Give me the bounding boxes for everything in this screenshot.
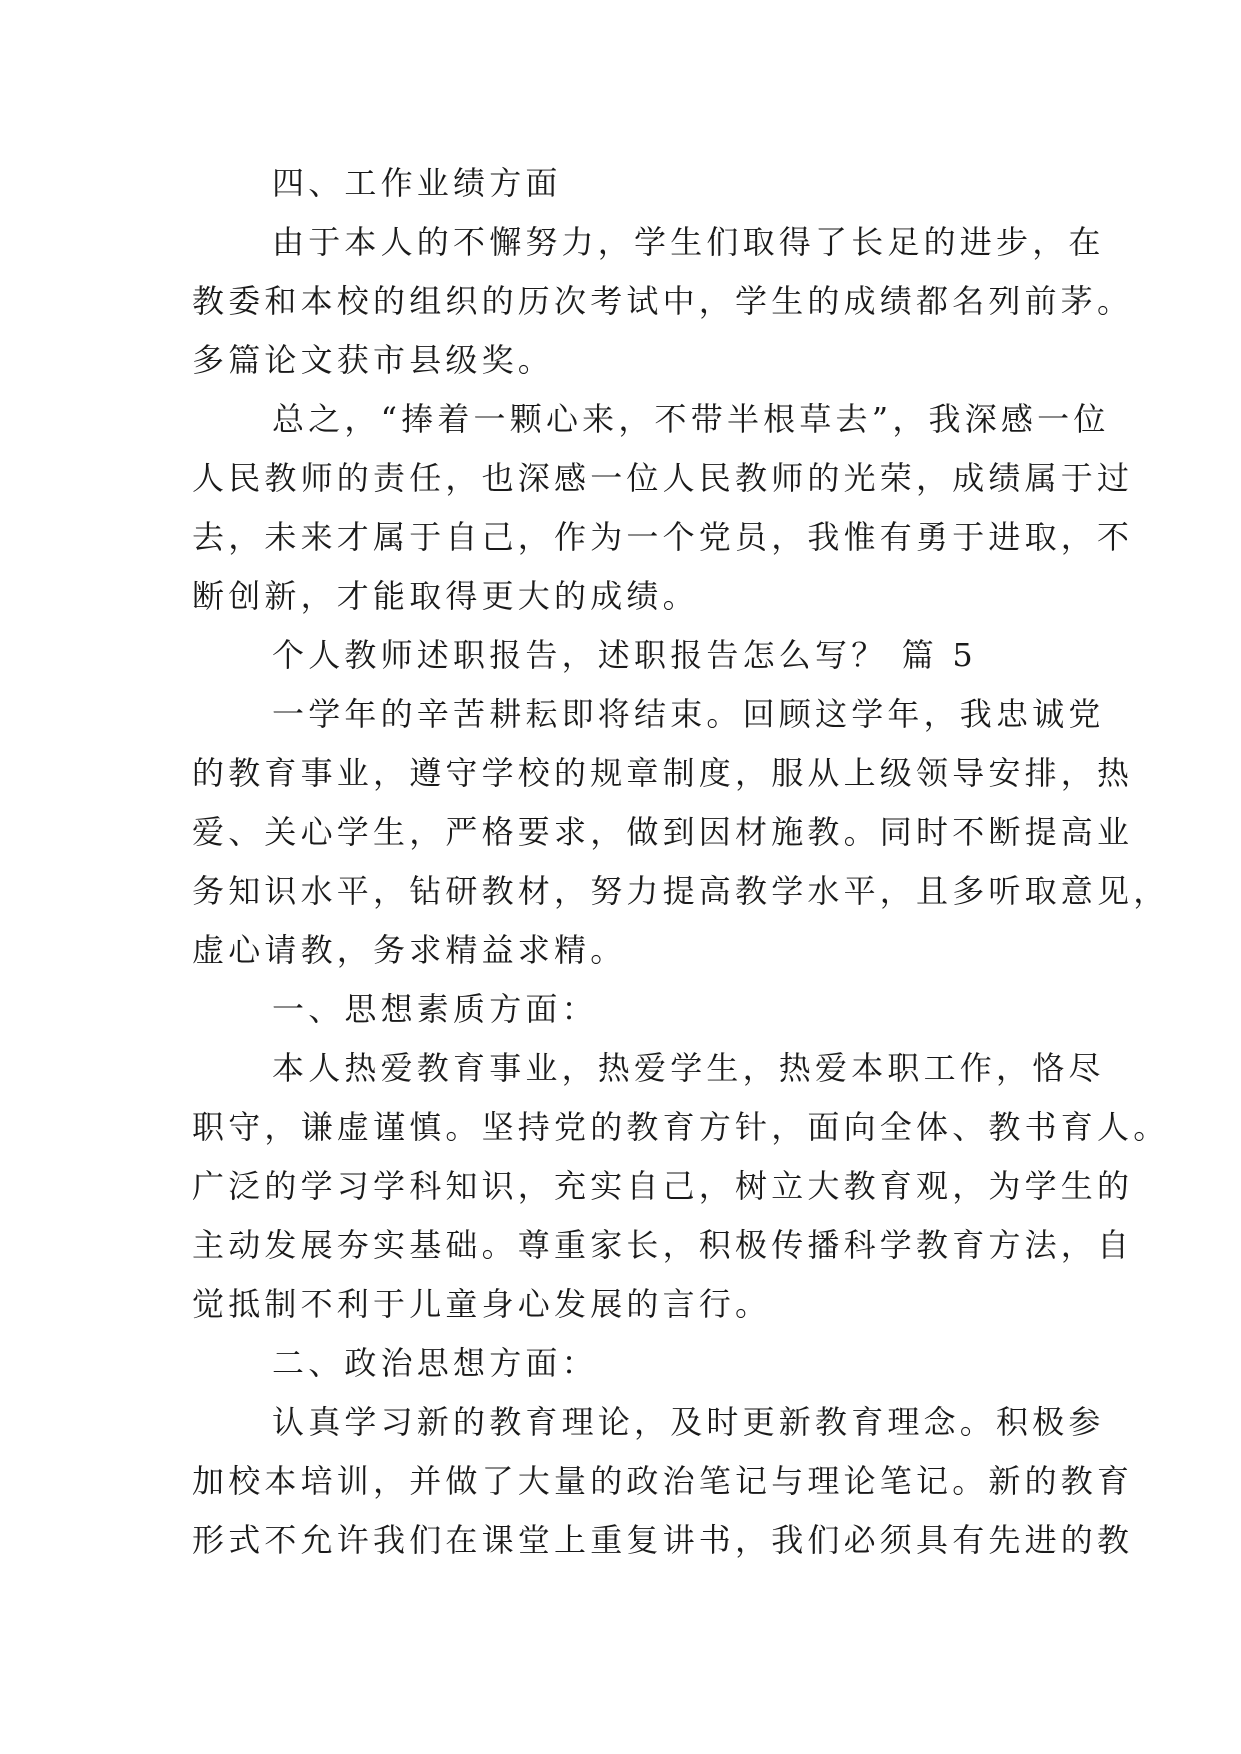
paragraph-line: 一学年的辛苦耕耘即将结束。回顾这学年，我忠诚党: [272, 695, 1105, 733]
paragraph-line: 认真学习新的教育理论，及时更新教育理念。积极参: [272, 1403, 1105, 1441]
paragraph-line: 职守，谦虚谨慎。坚持党的教育方针，面向全体、教书育人。: [192, 1108, 1170, 1146]
paragraph-line: 加校本培训，并做了大量的政治笔记与理论笔记。新的教育: [192, 1462, 1134, 1500]
paragraph-line: 广泛的学习学科知识，充实自己，树立大教育观，为学生的: [192, 1167, 1134, 1205]
paragraph-line: 人民教师的责任，也深感一位人民教师的光荣，成绩属于过: [192, 459, 1134, 497]
paragraph-line: 总之，“捧着一颗心来，不带半根草去”，我深感一位: [272, 400, 1110, 438]
paragraph-line: 的教育事业，遵守学校的规章制度，服从上级领导安排，热: [192, 754, 1134, 792]
paragraph-line: 形式不允许我们在课堂上重复讲书，我们必须具有先进的教: [192, 1521, 1134, 1559]
paragraph-line: 去，未来才属于自己，作为一个党员，我惟有勇于进取，不: [192, 518, 1134, 556]
paragraph-line: 爱、关心学生，严格要求，做到因材施教。同时不断提高业: [192, 813, 1134, 851]
paragraph-line: 多篇论文获市县级奖。: [192, 341, 555, 379]
paragraph-line: 虚心请教，务求精益求精。: [192, 931, 627, 969]
paragraph-line: 教委和本校的组织的历次考试中，学生的成绩都名列前茅。: [192, 282, 1134, 320]
paragraph-line: 觉抵制不利于儿童身心发展的言行。: [192, 1285, 772, 1323]
heading-ideological-quality: 一、思想素质方面：: [272, 990, 598, 1028]
heading-work-performance: 四、工作业绩方面: [272, 164, 562, 202]
paragraph-line: 由于本人的不懈努力，学生们取得了长足的进步，在: [272, 223, 1105, 261]
paragraph-line: 务知识水平，钻研教材，努力提高教学水平，且多听取意见，: [192, 872, 1170, 910]
heading-political-thought: 二、政治思想方面：: [272, 1344, 598, 1382]
paragraph-line: 本人热爱教育事业，热爱学生，热爱本职工作，恪尽: [272, 1049, 1105, 1087]
paragraph-line: 主动发展夯实基础。尊重家长，积极传播科学教育方法，自: [192, 1226, 1134, 1264]
paragraph-line: 断创新，才能取得更大的成绩。: [192, 577, 699, 615]
section-title-report-5: 个人教师述职报告，述职报告怎么写？ 篇 5: [272, 636, 977, 674]
